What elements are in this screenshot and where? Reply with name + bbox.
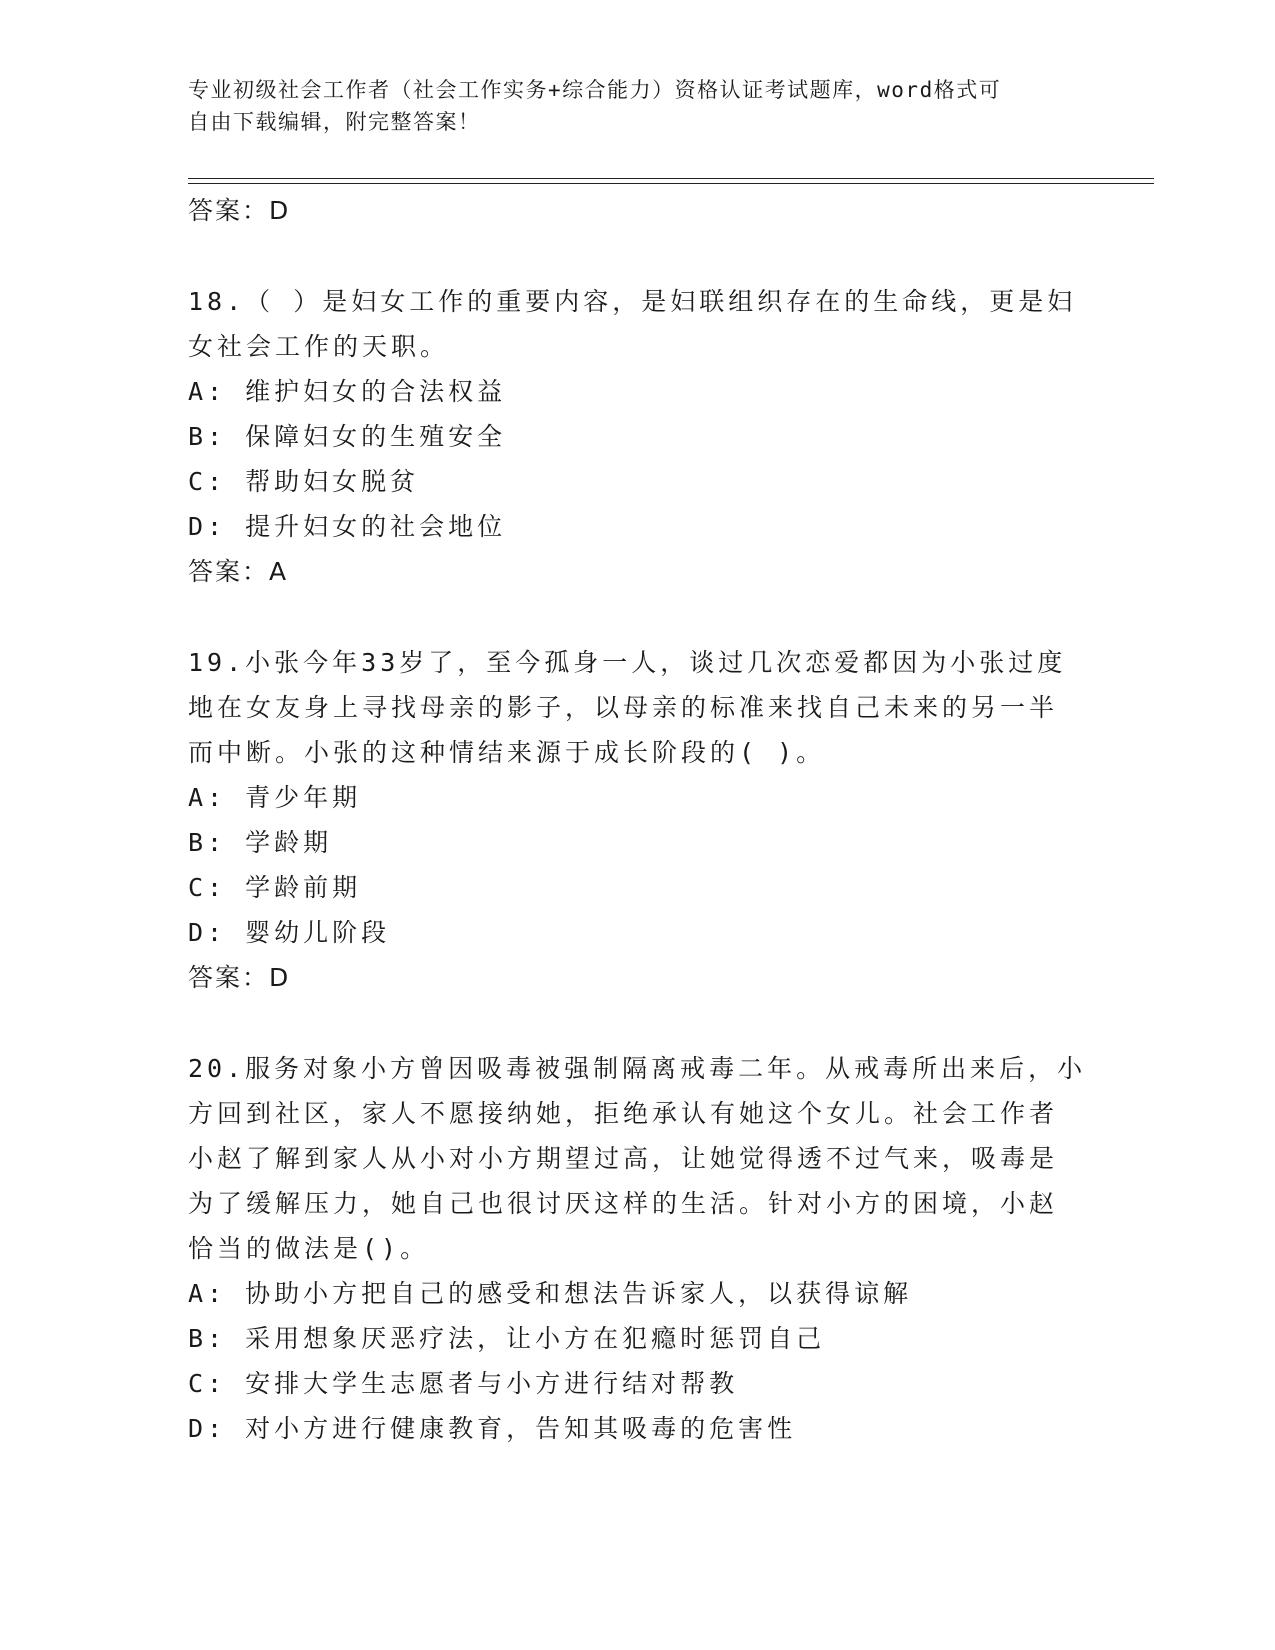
page-header	[188, 74, 1088, 138]
header-line: 专业初级社会工作者（社会工作实务+综合能力）资格认证考试题库，word格式可	[188, 78, 1002, 102]
spacer	[188, 594, 1088, 640]
question-list	[188, 188, 1088, 1451]
question-line: 19.小张今年33岁了，至今孤身一人，谈过几次恋爱都因为小张过度	[188, 648, 1067, 677]
header-divider	[188, 183, 1154, 184]
question-line: 女社会工作的天职。	[188, 332, 450, 361]
question-18	[188, 279, 1088, 594]
option-b: B: 采用想象厌恶疗法，让小方在犯瘾时惩罚自己	[188, 1324, 826, 1353]
answer-label: 答案：D	[188, 963, 291, 992]
answer-label: 答案：D	[188, 196, 291, 225]
option-c: C: 安排大学生志愿者与小方进行结对帮教	[188, 1369, 739, 1398]
question-20	[188, 1046, 1088, 1451]
option-c: C: 学龄前期	[188, 873, 362, 902]
question-19	[188, 640, 1088, 1000]
question-text	[188, 640, 1088, 775]
question-text	[188, 279, 1088, 369]
option-d: D: 婴幼儿阶段	[188, 918, 391, 947]
question-line: 地在女友身上寻找母亲的影子，以母亲的标准来找自己未来的另一半	[188, 693, 1059, 722]
question-line: 而中断。小张的这种情结来源于成长阶段的( )。	[188, 738, 826, 767]
spacer	[188, 1000, 1088, 1046]
spacer	[188, 233, 1088, 279]
option-a: A: 青少年期	[188, 783, 362, 812]
header-line: 自由下载编辑，附完整答案！	[188, 110, 481, 134]
option-d: D: 提升妇女的社会地位	[188, 512, 507, 541]
option-d: D: 对小方进行健康教育，告知其吸毒的危害性	[188, 1414, 797, 1443]
option-c: C: 帮助妇女脱贫	[188, 467, 420, 496]
question-line: 20.服务对象小方曾因吸毒被强制隔离戒毒二年。从戒毒所出来后，小	[188, 1054, 1087, 1083]
header-divider	[188, 178, 1154, 179]
question-line: 方回到社区，家人不愿接纳她，拒绝承认有她这个女儿。社会工作者	[188, 1099, 1059, 1128]
question-line: 小赵了解到家人从小对小方期望过高，让她觉得透不过气来，吸毒是	[188, 1144, 1059, 1173]
option-a: A: 维护妇女的合法权益	[188, 377, 507, 406]
answer-label: 答案：A	[188, 557, 289, 586]
question-text	[188, 1046, 1088, 1271]
question-line: 18.（ ）是妇女工作的重要内容，是妇联组织存在的生命线，更是妇	[188, 287, 1077, 316]
option-b: B: 学龄期	[188, 828, 333, 857]
question-line: 为了缓解压力，她自己也很讨厌这样的生活。针对小方的困境，小赵	[188, 1189, 1059, 1218]
option-b: B: 保障妇女的生殖安全	[188, 422, 507, 451]
option-a: A: 协助小方把自己的感受和想法告诉家人，以获得谅解	[188, 1279, 913, 1308]
question-line: 恰当的做法是()。	[188, 1234, 430, 1263]
